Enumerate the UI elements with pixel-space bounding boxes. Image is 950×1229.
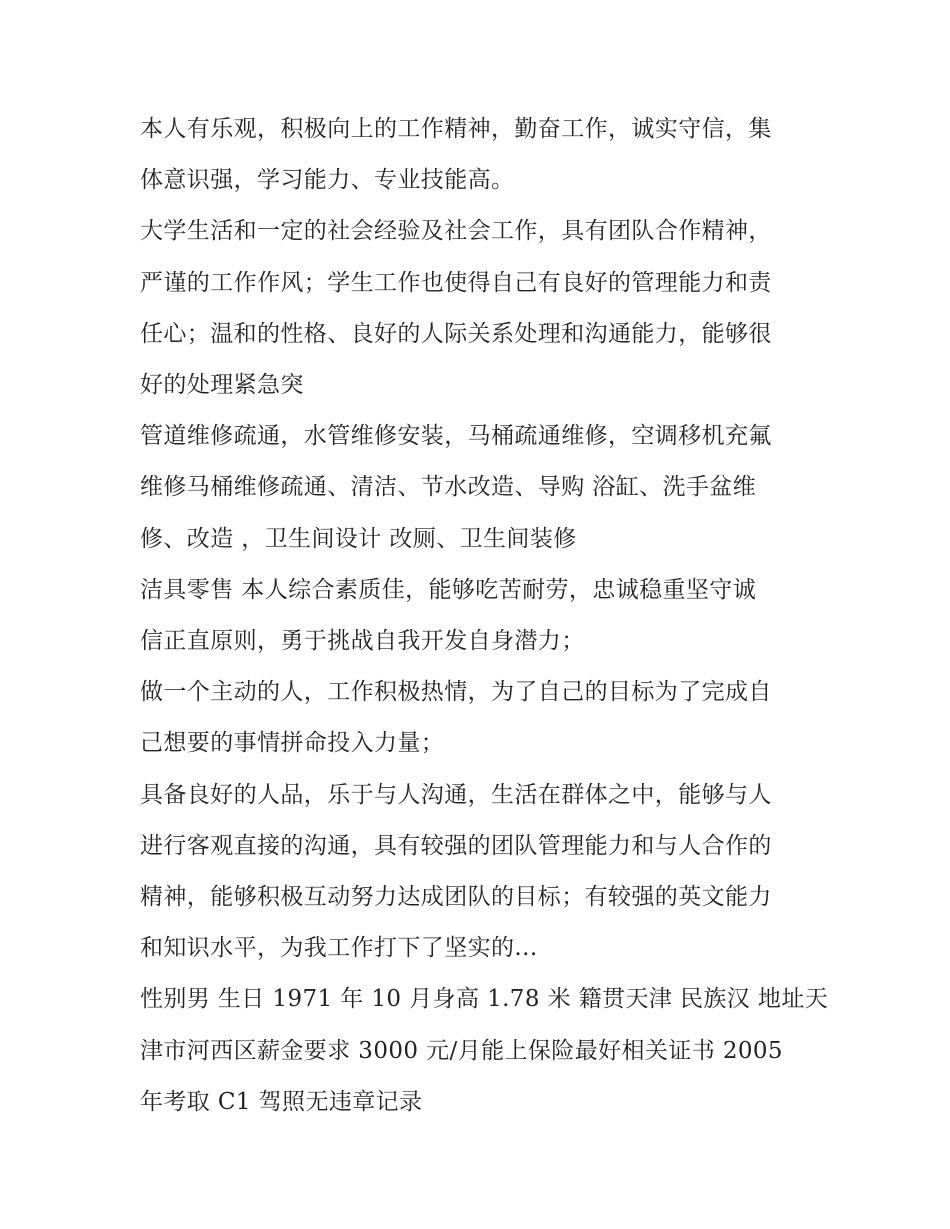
paragraph-services [140,411,820,565]
text-line: 和知识水平，为我工作打下了坚实的... [140,935,538,962]
text-line: 洁具零售 本人综合素质佳，能够吃苦耐劳，忠诚稳重坚守诚 [140,576,757,603]
text-line: 修、改造 ，卫生间设计 改厕、卫生间装修 [140,525,577,552]
text-line: 严谨的工作作风；学生工作也使得自己有良好的管理能力和责 [140,269,772,296]
text-line: 己想要的事情拼命投入力量； [140,730,445,757]
text-line: 精神，能够积极互动努力达成团队的目标；有较强的英文能力 [140,884,772,911]
text-line: 性别男 生日 1971 年 10 月身高 1.78 米 籍贯天津 民族汉 地址天 [140,986,829,1013]
text-line: 做一个主动的人，工作积极热情，为了自己的目标为了完成自 [140,679,772,706]
text-line: 体意识强，学习能力、专业技能高。 [140,167,515,194]
text-line: 本人有乐观，积极向上的工作精神，勤奋工作，诚实守信，集 [140,116,772,142]
text-line: 好的处理紧急突 [140,372,304,399]
paragraph-experience [140,206,820,411]
text-line: 信正直原则，勇于挑战自我开发自身潜力； [140,628,585,655]
paragraph-personality [140,104,820,206]
text-line: 维修马桶维修疏通、清洁、节水改造、导购 浴缸、洗手盆维 [140,474,757,501]
text-line: 津市河西区薪金要求 3000 元/月能上保险最好相关证书 2005 [140,1037,783,1064]
text-line: 进行客观直接的沟通，具有较强的团队管理能力和与人合作的 [140,832,772,859]
text-line: 年考取 C1 驾照无违章记录 [140,1088,423,1115]
text-line: 大学生活和一定的社会经验及社会工作，具有团队合作精神， [140,218,772,245]
paragraph-retail [140,565,820,667]
text-line: 具备良好的人品，乐于与人沟通，生活在群体之中，能够与人 [140,781,772,808]
paragraph-character [140,770,820,975]
paragraph-proactive [140,667,820,769]
text-line: 管道维修疏通，水管维修安装，马桶疏通维修，空调移机充氟 [140,423,772,450]
text-line: 任心；温和的性格、良好的人际关系处理和沟通能力，能够很 [140,320,772,347]
document-body [140,104,829,1128]
paragraph-personal-info [140,974,829,1128]
